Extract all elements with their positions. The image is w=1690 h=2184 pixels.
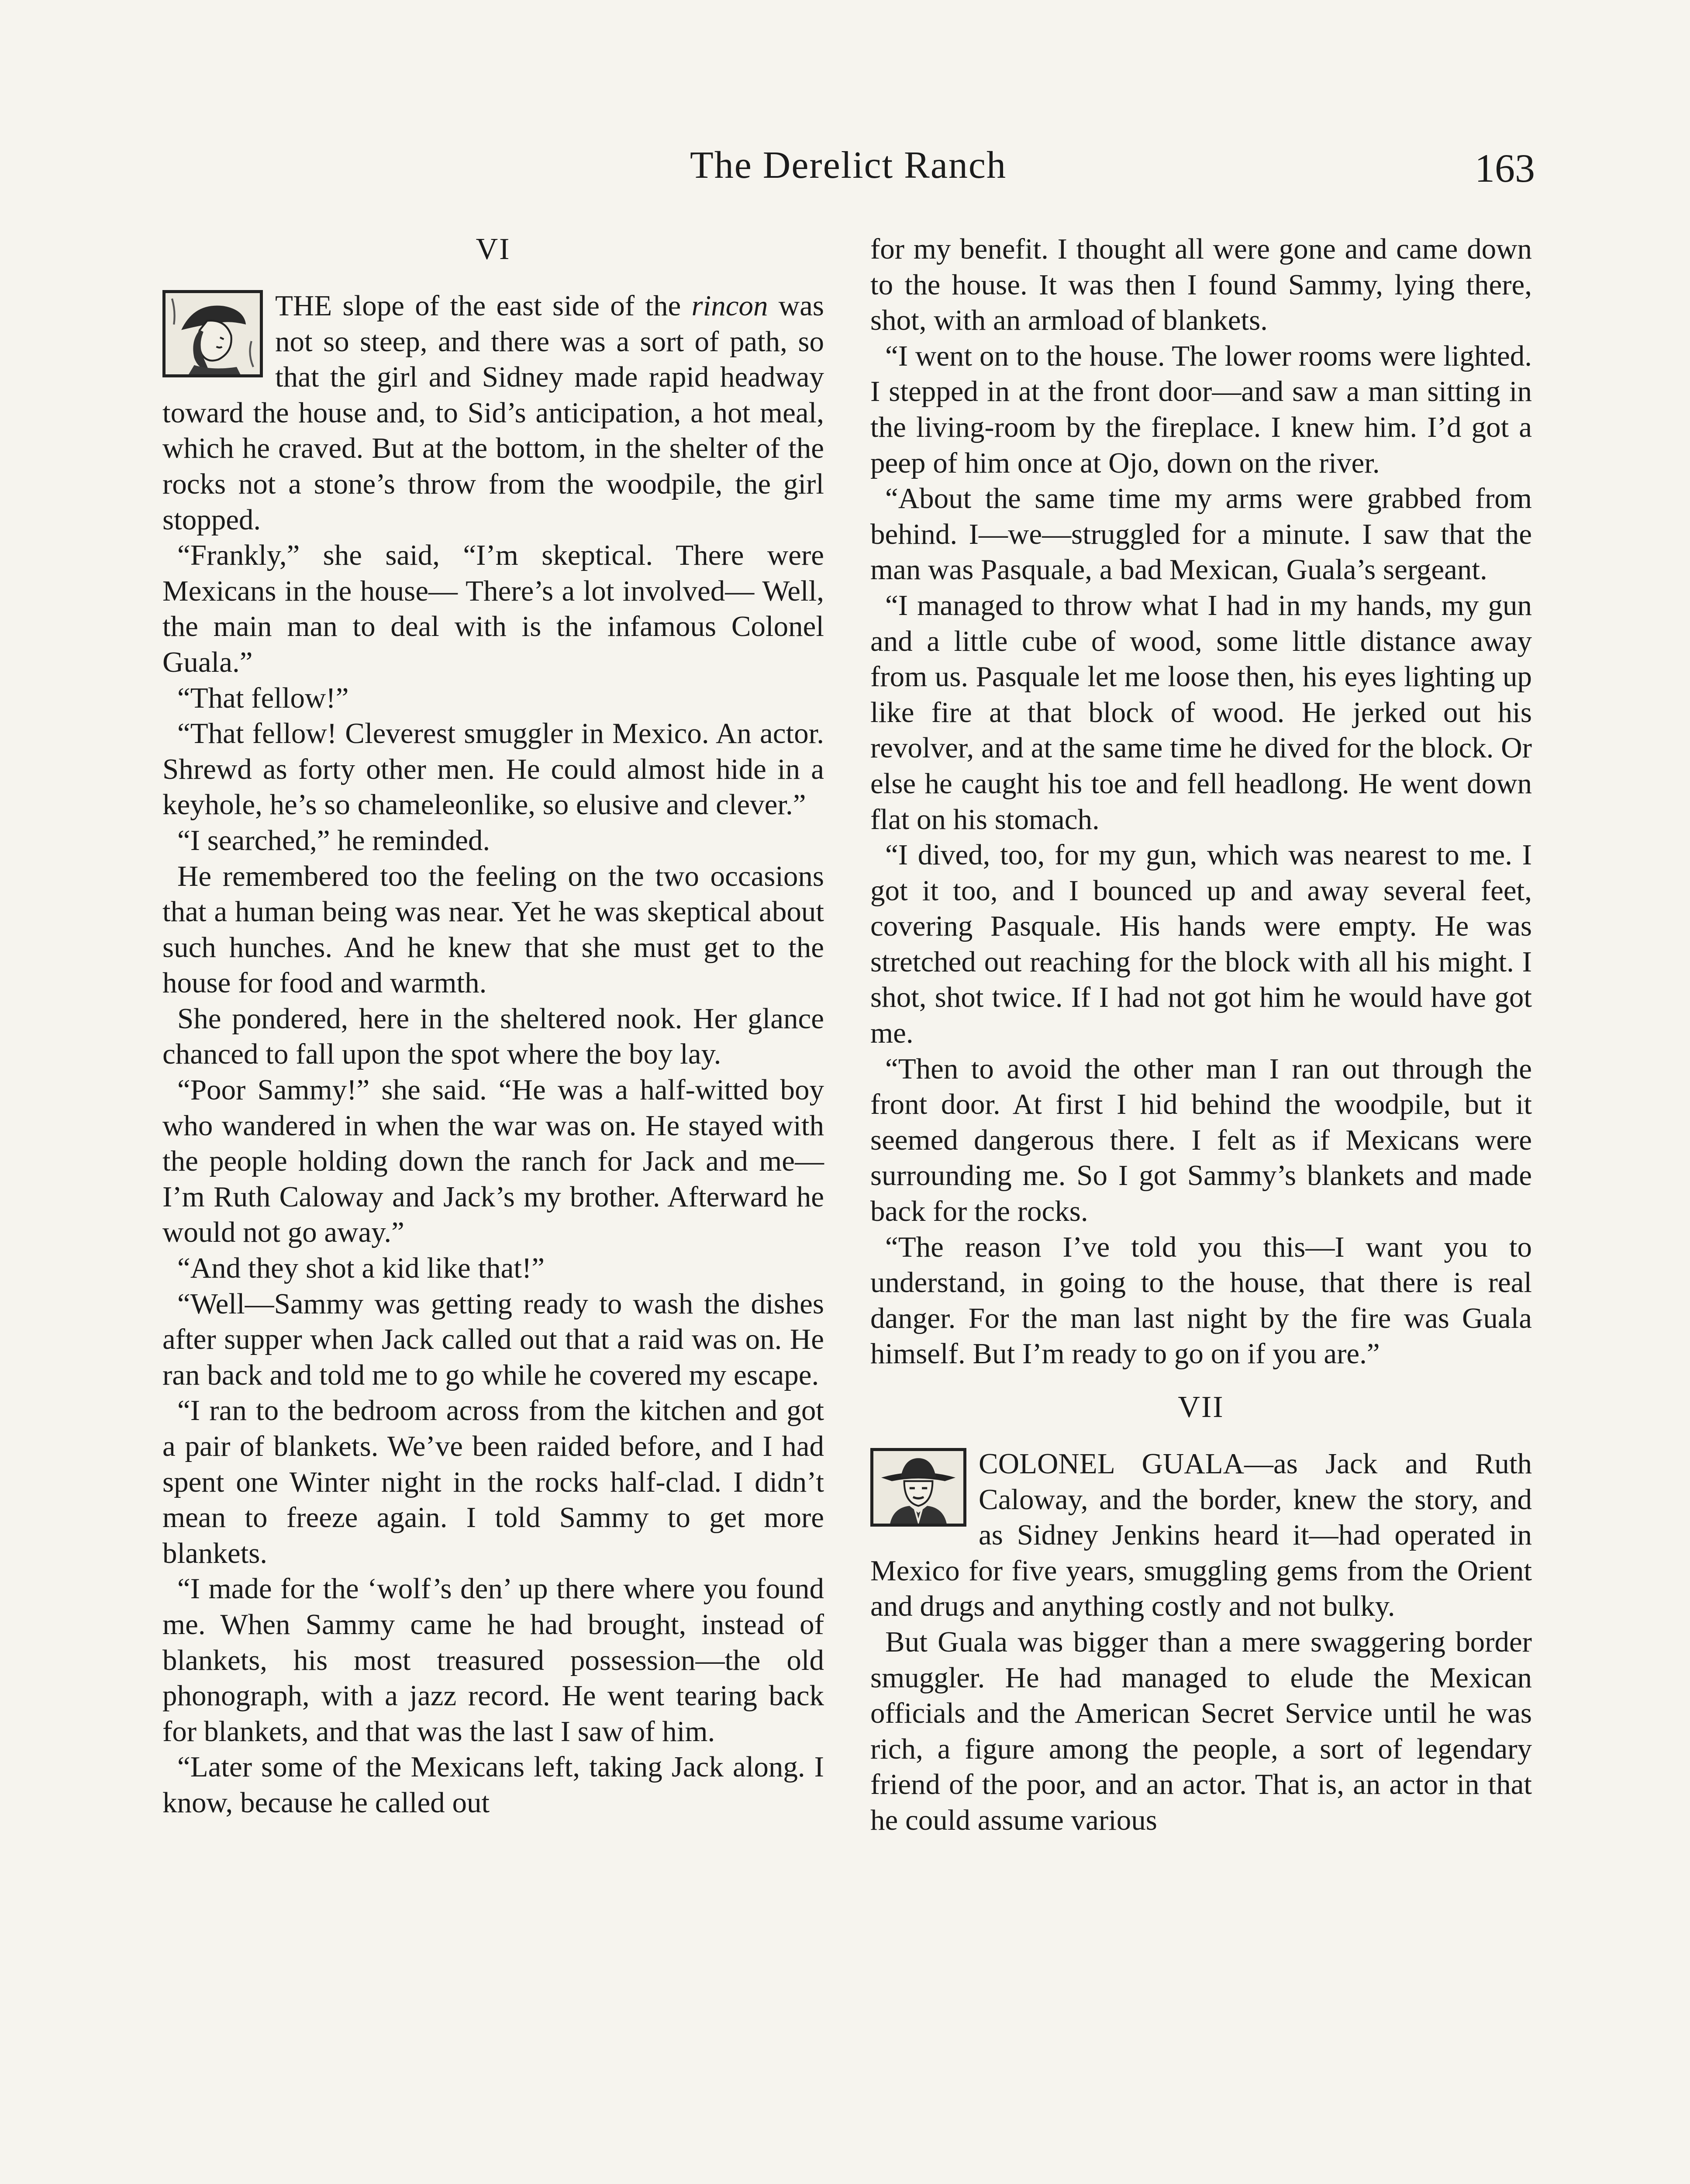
- opening-text: COLONEL GUALA—as Jack and Ruth Caloway, and the border, knew the story, and as Sidney Jenkins heard it—had operated in Mexico for five years, smuggling gems from the Orient and drugs and anything costly and not bulky.: [870, 1448, 1532, 1623]
- paragraph: “I managed to throw what I had in my hands, my gun and a little cube of wood, some little distance away from us. Pasquale let me loose then, his eyes lighting up like fire at that block of wood. He jerked out his revolver, and at the same time he dived for the block. Or else he caught his toe and fell headlong. He went down flat on his stomach.: [870, 589, 1532, 836]
- paragraph: “I ran to the bedroom across from the kitchen and got a pair of blankets. We’ve been raided before, and I had spent one Winter night in the rocks half-clad. I didn’t mean to freeze again. I told Sammy to get more blankets.: [162, 1394, 824, 1569]
- section-heading-vi: VI: [476, 232, 511, 266]
- paragraph: “And they shot a kid like that!”: [177, 1252, 545, 1285]
- woman-portrait-icon: [162, 290, 263, 377]
- running-head: [162, 143, 1535, 196]
- paragraph: “I searched,” he reminded.: [177, 824, 490, 857]
- paragraph: “That fellow!”: [177, 681, 349, 714]
- paragraph: “About the same time my arms were grabbed from behind. I—we—struggled for a minute. I saw that the man was Pasquale, a bad Mexican, Guala’s sergeant.: [870, 482, 1532, 586]
- page-title: The Derelict Ranch: [690, 144, 1007, 187]
- opening-text: THE slope of the east side of the: [275, 290, 681, 322]
- emphasis-rincon: rincon: [691, 290, 768, 322]
- paragraph: “Later some of the Mexicans left, taking Jack along. I know, because he called out: [162, 1751, 824, 1819]
- section-heading-vii: VII: [1178, 1390, 1224, 1424]
- paragraph: “The reason I’ve told you this—I want you to understand, in going to the house, that there is real danger. For the man last night by the fire was Guala himself. But I’m ready to go on if you are.”: [870, 1230, 1532, 1370]
- paragraph: “Poor Sammy!” she said. “He was a half-witted boy who wandered in when the war was on. He stayed with the people holding down the ranch for Jack and me— I’m Ruth Caloway and Jack’s my brother. Afterward he would not go away.”: [162, 1074, 824, 1249]
- paragraph: “Then to avoid the other man I ran out through the front door. At first I hid behind the woodpile, but it seemed dangerous there. I felt as if Mexicans were surrounding me. So I got Sammy’s blankets and made back for the rocks.: [870, 1052, 1532, 1228]
- paragraph: “I made for the ‘wolf’s den’ up there where you found me. When Sammy came he had brought, instead of blankets, his most treasured possession—the old phonograph, with a jazz record. He went tearing back for blankets, and that was the last I saw of him.: [162, 1572, 824, 1748]
- continued-paragraph: for my benefit. I thought all were gone and came down to the house. It was then I found Sammy, lying there, shot, with an armload of blankets.: [870, 233, 1532, 337]
- man-portrait-icon: [870, 1448, 966, 1527]
- left-column: [162, 232, 824, 1821]
- paragraph: He remembered too the feeling on the two occasions that a human being was near. Yet he was skeptical about such hunches. And he knew that she must get to the house for food and warmth.: [162, 860, 824, 999]
- paragraph: “Well—Sammy was getting ready to wash the dishes after supper when Jack called out that a raid was on. He ran back and told me to go while he covered my escape.: [162, 1287, 824, 1391]
- paragraph: “I dived, too, for my gun, which was nearest to me. I got it too, and I bounced up and away several feet, covering Pasquale. His hands were empty. He was stretched out reaching for the block with all his might. I shot, shot twice. If I had not got him he would have got me.: [870, 839, 1532, 1050]
- opening-text-rest: was not so steep, and there was a sort of path, so that the girl and Sidney made rapid headway toward the house and, to Sid’s anticipation, a hot meal, which he craved. But at the bottom, in the shelter of the rocks not a stone’s throw from the woodpile, the girl stopped.: [162, 290, 824, 536]
- paragraph: “Frankly,” she said, “I’m skeptical. There were Mexicans in the house— There’s a lot involved— Well, the main man to deal with is the infamous Colonel Guala.”: [162, 539, 824, 678]
- paragraph: “I went on to the house. The lower rooms were lighted. I stepped in at the front door—and saw a man sitting in the living-room by the fireplace. I knew him. I’d got a peep of him once at Ojo, down on the river.: [870, 339, 1532, 479]
- right-column: [870, 232, 1532, 1838]
- paragraph: She pondered, here in the sheltered nook. Her glance chanced to fall upon the spot where the boy lay.: [162, 1002, 824, 1071]
- paragraph: But Guala was bigger than a mere swaggering border smuggler. He had managed to elude the Mexican officials and the American Secret Service until he was rich, a figure among the people, a sort of legendary friend of the poor, and an actor. That is, an actor in that he could assume various: [870, 1625, 1532, 1836]
- opening-paragraph-vi: [162, 288, 824, 538]
- opening-paragraph-vii: [870, 1446, 1532, 1624]
- paragraph: “That fellow! Cleverest smuggler in Mexico. An actor. Shrewd as forty other men. He could almost hide in a keyhole, he’s so chameleonlike, so elusive and clever.”: [162, 717, 824, 821]
- page-number: 163: [1475, 146, 1535, 190]
